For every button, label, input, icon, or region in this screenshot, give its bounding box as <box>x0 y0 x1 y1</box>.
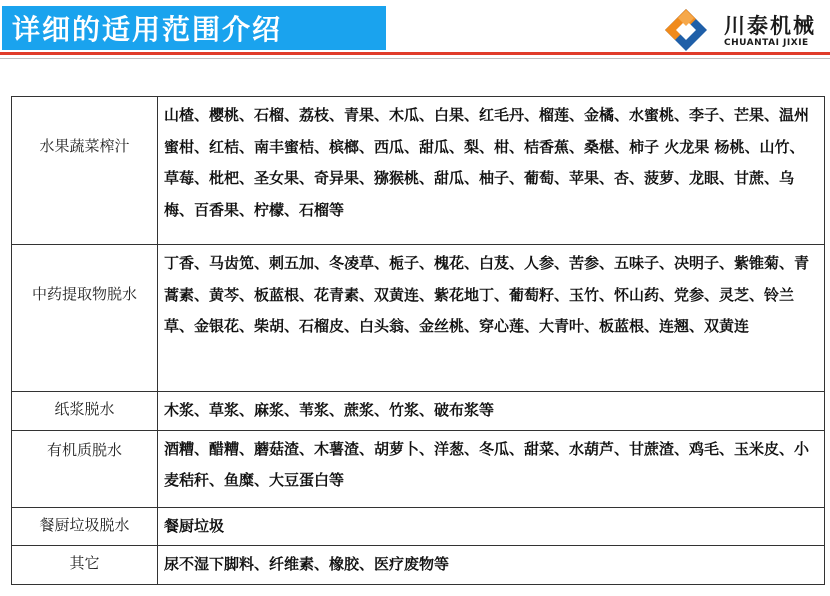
items-cell <box>158 507 825 546</box>
category-cell <box>12 245 158 392</box>
table-row <box>12 245 825 392</box>
items-cell <box>158 97 825 245</box>
page-title: 详细的适用范围介绍 <box>12 13 283 46</box>
items-cell <box>158 546 825 585</box>
table-row <box>12 546 825 585</box>
table-row <box>12 392 825 431</box>
items-text: 木浆、草浆、麻浆、苇浆、蔗浆、竹浆、破布浆等 <box>164 401 495 419</box>
table-row <box>12 430 825 507</box>
category-cell <box>12 546 158 585</box>
items-text: 餐厨垃圾 <box>164 516 225 535</box>
logo-english-name: CHUANTAI JIXIE <box>724 38 809 48</box>
company-logo <box>664 6 824 52</box>
category-label: 餐厨垃圾脱水 <box>39 515 130 534</box>
category-label: 中药提取物脱水 <box>31 285 137 303</box>
logo-chinese-name: 川泰机械 <box>724 14 816 38</box>
header-red-rule <box>0 52 830 55</box>
items-text: 丁香、马齿笕、刺五加、冬凌草、栀子、槐花、白芨、人参、苦参、五味子、决明子、紫锥菊、青蒿素、黄芩、板蓝根、花青素、双黄连、紫花地丁、葡萄籽、玉竹、怀山药、党参、灵芝、铃兰草、金银花、柴胡、石榴皮、白头翁、金丝桃、穿心莲、大青叶、板蓝根、连翘、双黄连 <box>164 254 810 335</box>
logo-diamond-icon <box>664 8 708 52</box>
items-text: 酒糟、醋糟、蘑菇渣、木薯渣、胡萝卜、洋葱、冬瓜、甜菜、水葫芦、甘蔗渣、鸡毛、玉米皮、小麦秸秆、鱼糜、大豆蛋白等 <box>164 439 810 489</box>
header-bar <box>0 0 830 66</box>
table-row <box>12 97 825 245</box>
items-text: 尿不湿下脚料、纤维素、橡胶、医疗废物等 <box>164 555 450 573</box>
title-banner <box>2 6 386 50</box>
table-row <box>12 507 825 546</box>
category-label: 纸浆脱水 <box>54 400 115 418</box>
items-cell <box>158 430 825 507</box>
category-label: 有机质脱水 <box>46 440 122 459</box>
header-gray-rule <box>0 58 830 59</box>
items-text: 山楂、樱桃、石榴、荔枝、青果、木瓜、白果、红毛丹、榴莲、金橘、水蜜桃、李子、芒果、温州蜜柑、红桔、南丰蜜桔、槟榔、西瓜、甜瓜、梨、柑、桔香蕉、桑椹、柿子 火龙果 杨桃、山竹、草莓、枇杷、圣女果、奇异果、猕猴桃、甜瓜、柚子、葡萄、苹果、杏、菠萝、龙眼、甘蔗、乌梅、百香果、柠檬、石榴等 <box>164 106 810 219</box>
category-label: 水果蔬菜榨汁 <box>39 137 130 155</box>
category-cell <box>12 392 158 431</box>
category-cell <box>12 97 158 245</box>
category-cell <box>12 430 158 507</box>
category-cell <box>12 507 158 546</box>
items-cell <box>158 392 825 431</box>
category-label: 其它 <box>69 554 100 572</box>
items-cell <box>158 245 825 392</box>
application-scope-table <box>11 96 825 585</box>
